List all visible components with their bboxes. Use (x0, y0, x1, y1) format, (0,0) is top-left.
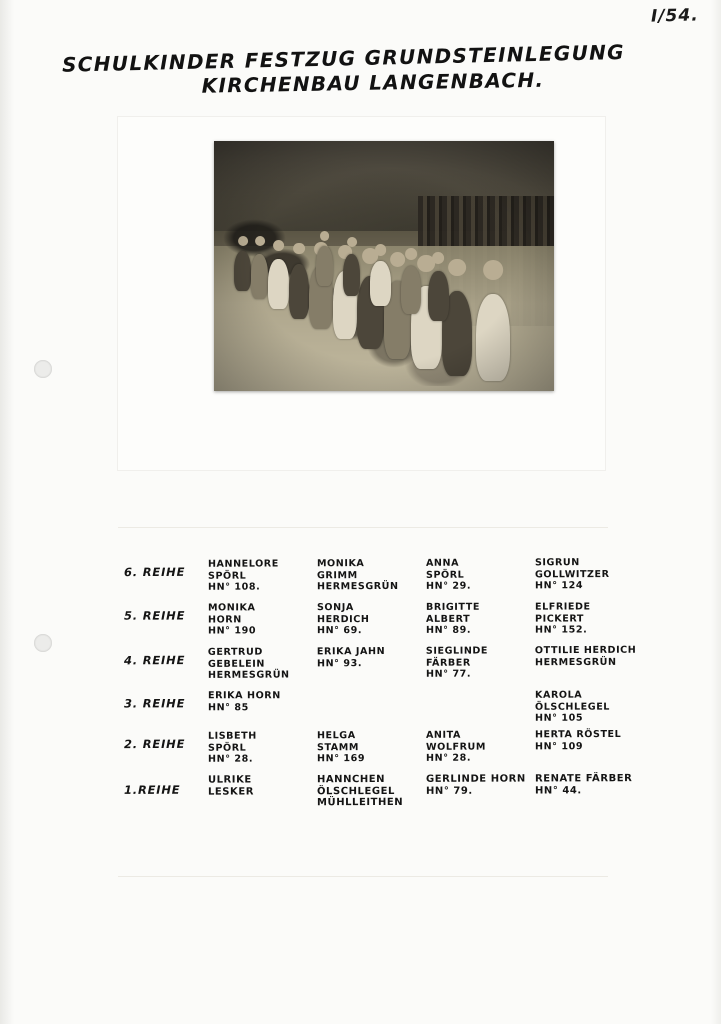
name-entry: HELGA STAMM HN° 169 (316, 730, 366, 765)
row-label: 5. REIHE (123, 608, 186, 623)
photo-mount (118, 117, 605, 470)
name-entry: MONIKA GRIMM HERMESGRÜN (316, 558, 399, 593)
name-entry: MONIKA HORN HN° 190 (207, 602, 257, 637)
name-entry: LISBETH SPÖRL HN° 28. (207, 730, 257, 765)
page-title (58, 39, 658, 98)
scan-guide-line-1 (118, 527, 608, 528)
name-entry: SIGRUN GOLLWITZER HN° 124 (534, 557, 610, 592)
name-entry: GERTRUD GEBELEIN HERMESGRÜN (207, 646, 290, 681)
name-entry: OTTILIE HERDICH HERMESGRÜN (534, 644, 637, 668)
table-row (124, 645, 644, 692)
name-entry: ERIKA JAHN HN° 93. (316, 645, 386, 669)
name-entry: RENATE FÄRBER HN° 44. (534, 773, 633, 796)
archive-id: I/54. (651, 5, 700, 27)
photograph (214, 141, 554, 391)
name-entry: HERTA RÖSTEL HN° 109 (534, 728, 622, 752)
binder-hole-bottom (34, 634, 52, 652)
name-entry: ANNA SPÖRL HN° 29. (425, 557, 472, 592)
name-entry: ULRIKE LESKER (207, 774, 255, 798)
row-label: 3. REIHE (123, 696, 186, 711)
name-entry: HANNELORE SPÖRL HN° 108. (207, 558, 279, 593)
table-row (124, 557, 644, 603)
row-label: 2. REIHE (123, 736, 186, 752)
name-entry: ERIKA HORN HN° 85 (207, 690, 281, 713)
caption-name-table (124, 558, 644, 818)
name-entry: ANITA WOLFRUM HN° 28. (425, 729, 486, 764)
name-entry: SIEGLINDE FÄRBER HN° 77. (425, 645, 489, 680)
row-label: 1.REIHE (123, 782, 181, 797)
page-title-line-1: SCHULKINDER FESTZUG GRUNDSTEINLEGUNG (61, 39, 626, 77)
name-entry: BRIGITTE ALBERT HN° 89. (425, 601, 480, 636)
row-label: 6. REIHE (123, 564, 186, 580)
table-row (124, 729, 644, 775)
row-label: 4. REIHE (123, 653, 186, 668)
page-title-line-2: KIRCHENBAU LANGENBACH. (201, 67, 545, 98)
table-row (124, 773, 644, 819)
name-entry: HANNCHEN ÖLSCHLEGEL MÜHLLEITHEN (316, 773, 404, 809)
name-entry: GERLINDE HORN HN° 79. (425, 773, 526, 797)
name-entry: ELFRIEDE PICKERT HN° 152. (534, 601, 591, 636)
name-entry: KAROLA ÖLSCHLEGEL HN° 105 (534, 689, 610, 724)
name-entry: SONJA HERDICH HN° 69. (316, 602, 370, 637)
binder-hole-top (34, 360, 52, 378)
scan-guide-line-2 (118, 876, 608, 877)
table-row (124, 690, 644, 731)
table-row (124, 601, 644, 646)
photo-vignette (214, 141, 554, 391)
